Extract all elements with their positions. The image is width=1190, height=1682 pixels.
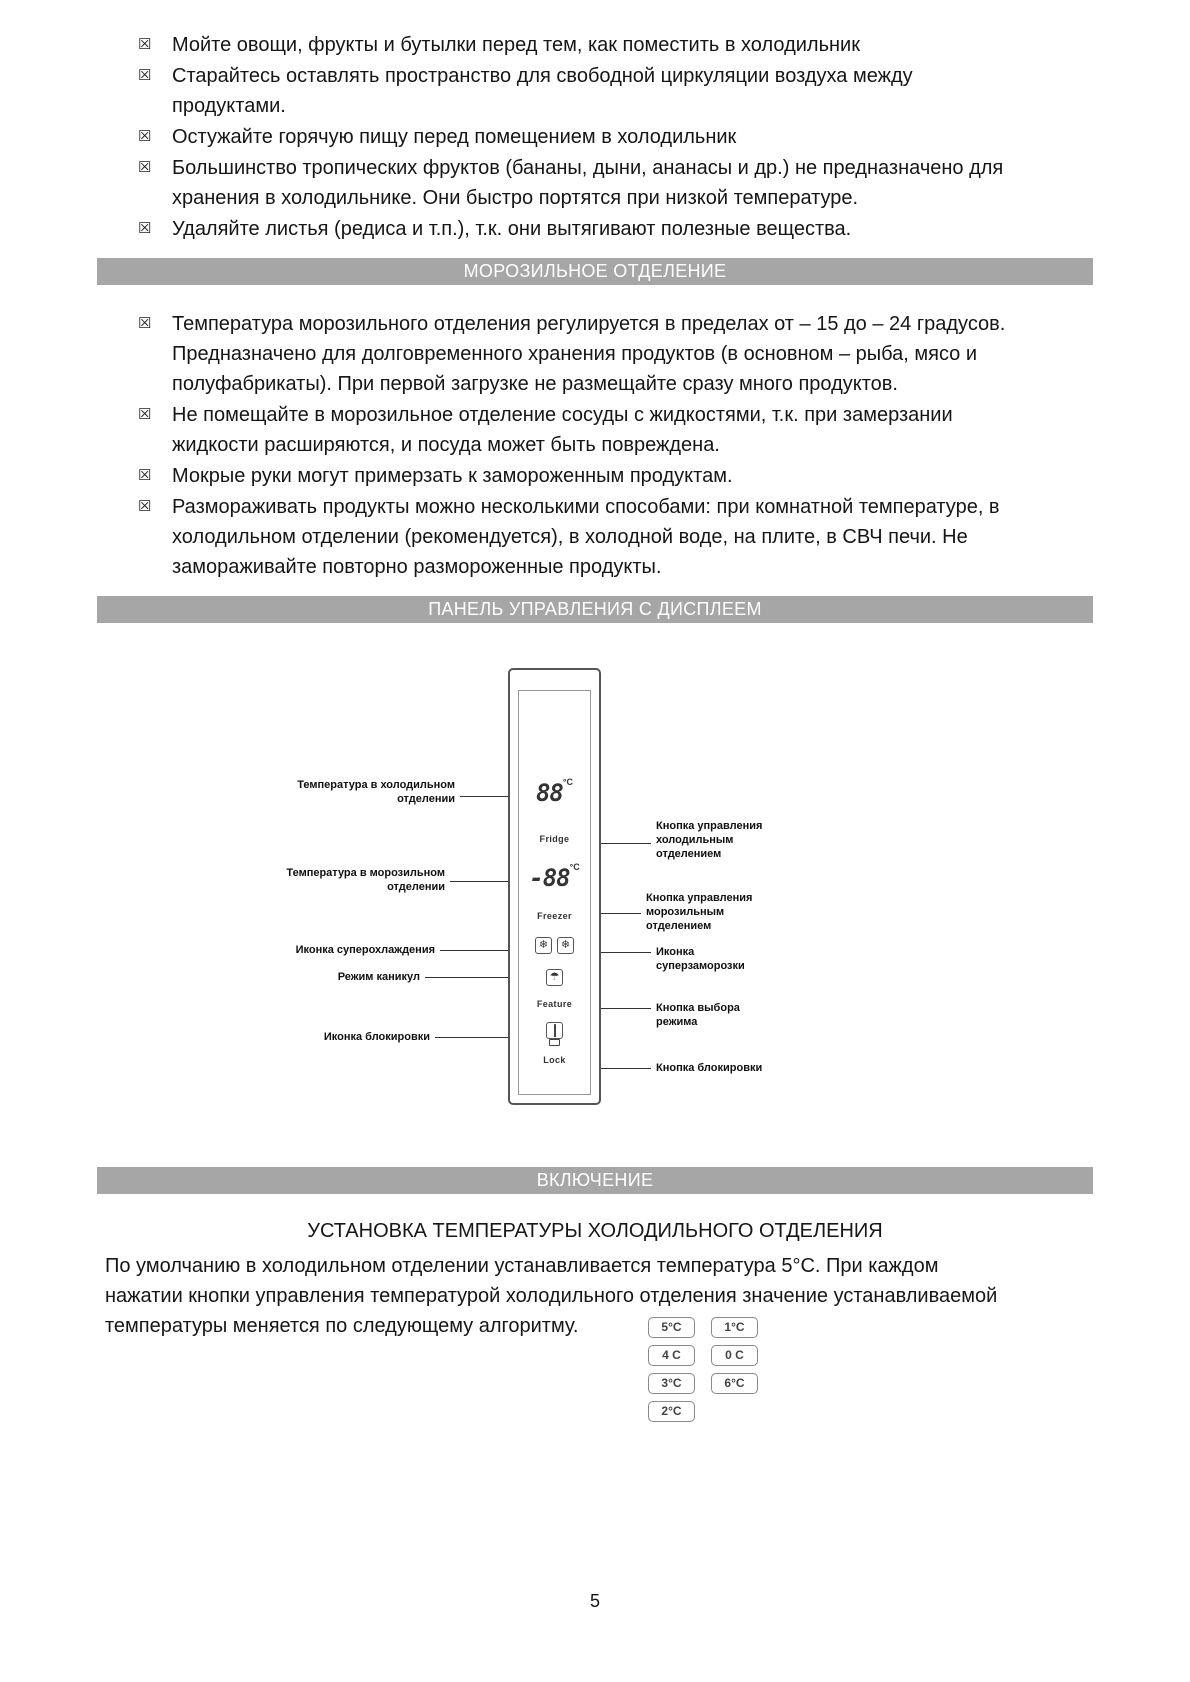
label-superfreeze-icon: Иконка суперзаморозки <box>656 946 745 972</box>
control-panel <box>508 668 601 1105</box>
lock-label: Lock <box>543 1055 566 1065</box>
freezer-bullet-list <box>138 309 1012 582</box>
list-item-text: Удаляйте листья (редиса и т.п.), т.к. они вытягивают полезные вещества. <box>172 218 852 240</box>
vacation-icon-row <box>519 967 590 986</box>
fridge-temp-value: 88 <box>535 779 563 807</box>
leader-line <box>601 1068 651 1069</box>
ballot-x-icon: ☒ <box>138 315 152 332</box>
freezer-label: Freezer <box>537 911 572 921</box>
temp-step-box: 0 C <box>711 1345 758 1366</box>
control-panel-diagram <box>0 623 1190 1153</box>
label-freezer-temp: Температура в морозильном отделении <box>286 867 445 893</box>
ballot-x-icon: ☒ <box>138 159 152 176</box>
vacation-icon: ☂ <box>546 969 563 986</box>
subsection-title: УСТАНОВКА ТЕМПЕРАТУРЫ ХОЛОДИЛЬНОГО ОТДЕЛЕНИЯ <box>307 1220 883 1242</box>
temp-cycle-left-column <box>648 1317 695 1422</box>
label-vacation-mode: Режим каникул <box>337 971 420 983</box>
label-mode-button: Кнопка выбора режима <box>656 1002 740 1028</box>
leader-line <box>450 881 508 882</box>
section-header-panel: ПАНЕЛЬ УПРАВЛЕНИЯ С ДИСПЛЕЕМ <box>97 596 1093 623</box>
list-item-text: Старайтесь оставлять пространство для свободной циркуляции воздуха между продуктами. <box>172 65 913 117</box>
temp-step-box: 6°C <box>711 1373 758 1394</box>
label-fridge-button: Кнопка управления холодильным отделением <box>656 820 763 860</box>
leader-line <box>440 950 508 951</box>
feature-label: Feature <box>536 999 573 1009</box>
supercool-icon: ❄ <box>535 937 552 954</box>
leader-line <box>460 796 508 797</box>
label-lock-button: Кнопка блокировки <box>656 1062 763 1074</box>
temp-step-box: 4 C <box>648 1345 695 1366</box>
temp-cycle-diagram <box>648 1317 1190 1422</box>
power-paragraph: По умолчанию в холодильном отделении устанавливается температура 5°С. При каждом нажатии кнопки управления температурой холодильного отделения значение устанавливаемой температуры меняется по следующему алгоритму. <box>105 1255 998 1337</box>
ballot-x-icon: ☒ <box>138 467 152 484</box>
list-item-text: Большинство тропических фруктов (бананы, дыни, ананасы и др.) не предназначено для хранения в холодильнике. Они быстро портятся при низкой температуре. <box>172 157 1004 209</box>
leader-line <box>601 843 651 844</box>
label-lock-icon: Иконка блокировки <box>323 1031 430 1043</box>
ballot-x-icon: ☒ <box>138 67 152 84</box>
leader-line <box>601 913 641 914</box>
intro-bullet-list <box>138 30 1012 244</box>
list-item <box>138 309 1012 399</box>
section-header-freezer: МОРОЗИЛЬНОЕ ОТДЕЛЕНИЕ <box>97 258 1093 285</box>
leader-line <box>435 1037 508 1038</box>
ballot-x-icon: ☒ <box>138 220 152 237</box>
list-item <box>138 400 1012 460</box>
freezer-temp-unit: °C <box>569 862 580 872</box>
freezer-temp-value: -88 <box>529 864 570 892</box>
list-item-text: Не помещайте в морозильное отделение сосуды с жидкостями, т.к. при замерзании жидкости расширяются, и посуда может быть повреждена. <box>172 404 953 456</box>
list-item <box>138 214 1012 244</box>
ballot-x-icon: ☒ <box>138 36 152 53</box>
freezer-temp-display <box>519 864 590 892</box>
list-item-text: Размораживать продукты можно несколькими способами: при комнатной температуре, в холодильном отделении (рекомендуется), в холодной воде, на плите, в СВЧ печи. Не замораживайте повторно размороженные продукты. <box>172 496 1000 578</box>
temp-step-box: 3°C <box>648 1373 695 1394</box>
list-item <box>138 492 1012 582</box>
temp-cycle-right-column <box>711 1317 758 1422</box>
label-supercool-icon: Иконка суперохлаждения <box>295 944 435 956</box>
label-fridge-temp: Температура в холодильном отделении <box>297 779 455 805</box>
leader-line <box>425 977 508 978</box>
page-number: 5 <box>589 1591 600 1611</box>
leader-line <box>601 952 651 953</box>
lock-icon-row <box>519 1021 590 1039</box>
control-panel-display <box>518 690 591 1095</box>
list-item-text: Температура морозильного отделения регулируется в пределах от – 15 до – 24 градусов. Предназначено для долговременного хранения продуктов (в основном – рыба, мясо и полуфабрикаты). При первой загрузке не размещайте сразу много продуктов. <box>172 313 1006 395</box>
temp-step-box: 2°C <box>648 1401 695 1422</box>
leader-line <box>601 1008 651 1009</box>
lock-icon <box>546 1022 563 1039</box>
list-item-text: Мойте овощи, фрукты и бутылки перед тем, как поместить в холодильник <box>172 34 860 56</box>
superfreeze-icon: ❄ <box>557 937 574 954</box>
fridge-label: Fridge <box>539 834 570 844</box>
ballot-x-icon: ☒ <box>138 406 152 423</box>
list-item <box>138 30 1012 60</box>
list-item <box>138 153 1012 213</box>
temp-step-box: 1°C <box>711 1317 758 1338</box>
ballot-x-icon: ☒ <box>138 498 152 515</box>
list-item <box>138 461 1012 491</box>
fridge-temp-display <box>519 779 590 807</box>
cool-freeze-icon-row <box>519 937 590 954</box>
temp-step-box: 5°C <box>648 1317 695 1338</box>
section-header-power: ВКЛЮЧЕНИЕ <box>97 1167 1093 1194</box>
list-item <box>138 122 1012 152</box>
fridge-temp-unit: °C <box>562 777 573 787</box>
ballot-x-icon: ☒ <box>138 128 152 145</box>
list-item <box>138 61 1012 121</box>
list-item-text: Мокрые руки могут примерзать к замороженным продуктам. <box>172 465 733 487</box>
label-freezer-button: Кнопка управления морозильным отделением <box>646 892 753 932</box>
list-item-text: Остужайте горячую пищу перед помещением в холодильник <box>172 126 737 148</box>
